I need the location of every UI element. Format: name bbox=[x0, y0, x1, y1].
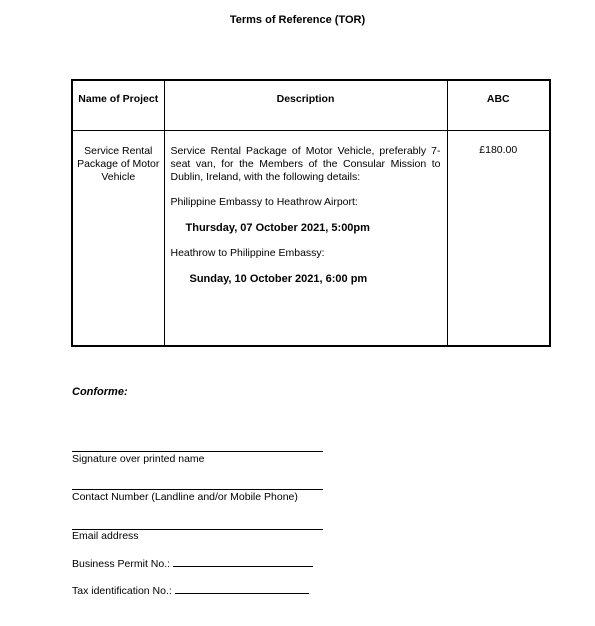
business-permit-blank[interactable] bbox=[173, 556, 313, 567]
tin-field bbox=[72, 583, 309, 597]
conforme-heading: Conforme: bbox=[72, 386, 128, 398]
document-title: Terms of Reference (TOR) bbox=[229, 14, 366, 26]
tor-table bbox=[71, 79, 551, 347]
header-name-of-project: Name of Project bbox=[72, 80, 164, 130]
table-row bbox=[72, 130, 550, 346]
cell-abc-amount: £180.00 bbox=[447, 130, 550, 346]
tin-blank[interactable] bbox=[175, 583, 309, 594]
table-header-row bbox=[72, 80, 550, 130]
leg1-date: Thursday, 07 October 2021, 5:00pm bbox=[185, 221, 370, 234]
header-abc: ABC bbox=[447, 80, 550, 130]
contact-number-label: Contact Number (Landline and/or Mobile Phone) bbox=[72, 491, 298, 503]
cell-description bbox=[164, 130, 447, 346]
business-permit-field bbox=[72, 556, 313, 570]
tin-label: Tax identification No.: bbox=[72, 585, 172, 597]
header-description: Description bbox=[164, 80, 447, 130]
business-permit-label: Business Permit No.: bbox=[72, 558, 171, 570]
description-main-text: Service Rental Package of Motor Vehicle, preferably 7-seat van, for the Members of the Consular Mission to Dublin, Ireland, with the following details: bbox=[170, 144, 441, 183]
contact-number-line[interactable] bbox=[72, 489, 323, 490]
cell-project-name: Service Rental Package of Motor Vehicle bbox=[72, 130, 164, 346]
email-label: Email address bbox=[72, 530, 139, 542]
signature-line[interactable] bbox=[72, 451, 323, 452]
leg1-label: Philippine Embassy to Heathrow Airport: bbox=[170, 195, 358, 208]
signature-label: Signature over printed name bbox=[72, 453, 205, 465]
leg2-label: Heathrow to Philippine Embassy: bbox=[170, 246, 325, 259]
leg2-date: Sunday, 10 October 2021, 6:00 pm bbox=[189, 272, 368, 285]
